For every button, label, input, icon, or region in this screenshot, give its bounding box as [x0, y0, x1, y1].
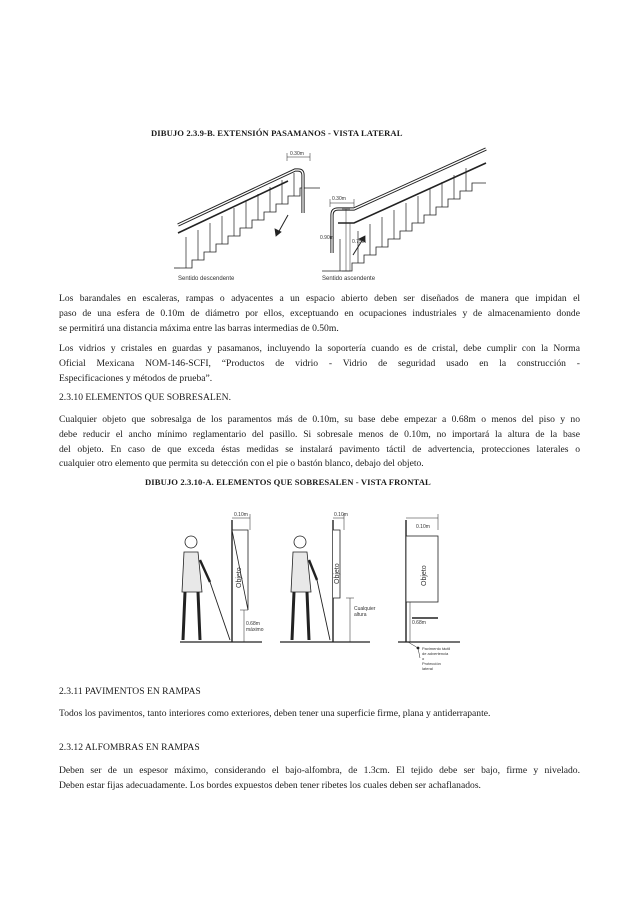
paragraph: [59, 342, 580, 386]
handrail-extension-drawing: [170, 143, 488, 283]
object-label: Objeto: [421, 565, 428, 586]
stair-descending: [178, 153, 320, 268]
section-heading: 2.3.10 ELEMENTOS QUE SOBRESALEN.: [59, 392, 231, 403]
figure-object-elevation: [398, 514, 460, 658]
text-line: Todos los pavimentos, tanto interiores como exteriores, deben tener una superficie firme, plana y antiderrapante.: [59, 708, 491, 719]
dim-label: 0.68m: [246, 621, 260, 627]
text-line: paso de una esfera de 0.10m de diámetro por ellos, exceptuando en ocupaciones industriales y de almacenamiento donde: [59, 307, 580, 319]
stair-ascending: [322, 149, 486, 271]
paragraph: [59, 764, 580, 794]
dim-label: 0.68m: [412, 620, 426, 626]
text-line: del objeto. En caso de que exceda éstas medidas se instalará pavimento táctil de advertencia, protecciones laterales o: [59, 443, 580, 455]
figure-caption: DIBUJO 2.3.10-A. ELEMENTOS QUE SOBRESALEN - VISTA FRONTAL: [145, 477, 431, 487]
paragraph: [59, 413, 580, 472]
note-line: Protección: [422, 661, 441, 666]
dim-label: 0.10m: [416, 524, 430, 530]
dim-label: Cualquier: [354, 606, 376, 612]
dim-label: 0.30m: [332, 196, 346, 202]
dim-label: máximo: [246, 627, 264, 633]
figure-person-post-object: [280, 514, 370, 642]
section-heading: 2.3.12 ALFOMBRAS EN RAMPAS: [59, 742, 200, 753]
text-line: cualquier otro elemento que permita su detección con el pie o bastón blanco, debajo del objeto.: [59, 458, 424, 470]
text-line: Oficial Mexicana NOM-146-SCFI, “Productos de vidrio - Vidrio de seguridad usado en la construcción -: [59, 357, 580, 369]
note-line: lateral: [422, 666, 433, 671]
protruding-objects-drawing: [170, 500, 470, 688]
figure-caption: DIBUJO 2.3.9-B. EXTENSIÓN PASAMANOS - VISTA LATERAL: [151, 128, 403, 138]
text-line: Cualquier objeto que sobresalga de los paramentos más de 0.10m, su base debe empezar a 0.68m o menos del piso y no: [59, 414, 580, 425]
text-line: Deben ser de un espesor máximo, considerando el bajo-alfombra, de 1.3cm. El tejido debe ser bajo, firme y nivelado.: [59, 765, 580, 776]
dim-label: 0.90m: [320, 235, 334, 241]
paragraph: [59, 707, 580, 722]
text-line: Especificaciones y métodos de prueba”.: [59, 372, 213, 384]
section-heading: 2.3.11 PAVIMENTOS EN RAMPAS: [59, 686, 201, 697]
text-line: Los barandales en escaleras, rampas o adyacentes a un espacio abierto deben ser diseñados de manera que impidan el: [59, 293, 580, 304]
text-line: Los vidrios y cristales en guardas y pasamanos, incluyendo la soportería cuando es de cristal, debe cumplir con la Norma: [59, 343, 580, 354]
dim-label: 0.10m: [234, 512, 248, 518]
dim-label: 0.30m: [290, 151, 304, 157]
text-line: se permitirá una distancia máxima entre las barras intermedias de 0.50m.: [59, 322, 339, 334]
text-line: Deben estar fijas adecuadamente. Los bordes expuestos deben tener ribetes los cuales deben ser achaflanados.: [59, 779, 481, 791]
object-label: Objeto: [236, 567, 243, 588]
note-line: Pavimento táctil: [422, 646, 451, 651]
dim-label: 0.75m: [352, 239, 366, 245]
paragraph: [59, 292, 580, 336]
note-line: o: [422, 656, 425, 661]
note-line: de advertencia: [422, 651, 449, 656]
object-label: Objeto: [334, 563, 341, 584]
direction-label: Sentido descendente: [178, 276, 235, 282]
direction-label: Sentido ascendente: [322, 276, 376, 282]
dim-label: altura: [354, 612, 367, 618]
text-line: debe reducir el ancho mínimo reglamentario del pasillo. Si sobresale menos de 0.10m, no importará la altura de la base: [59, 428, 580, 440]
dim-label: 0.10m: [334, 512, 348, 518]
